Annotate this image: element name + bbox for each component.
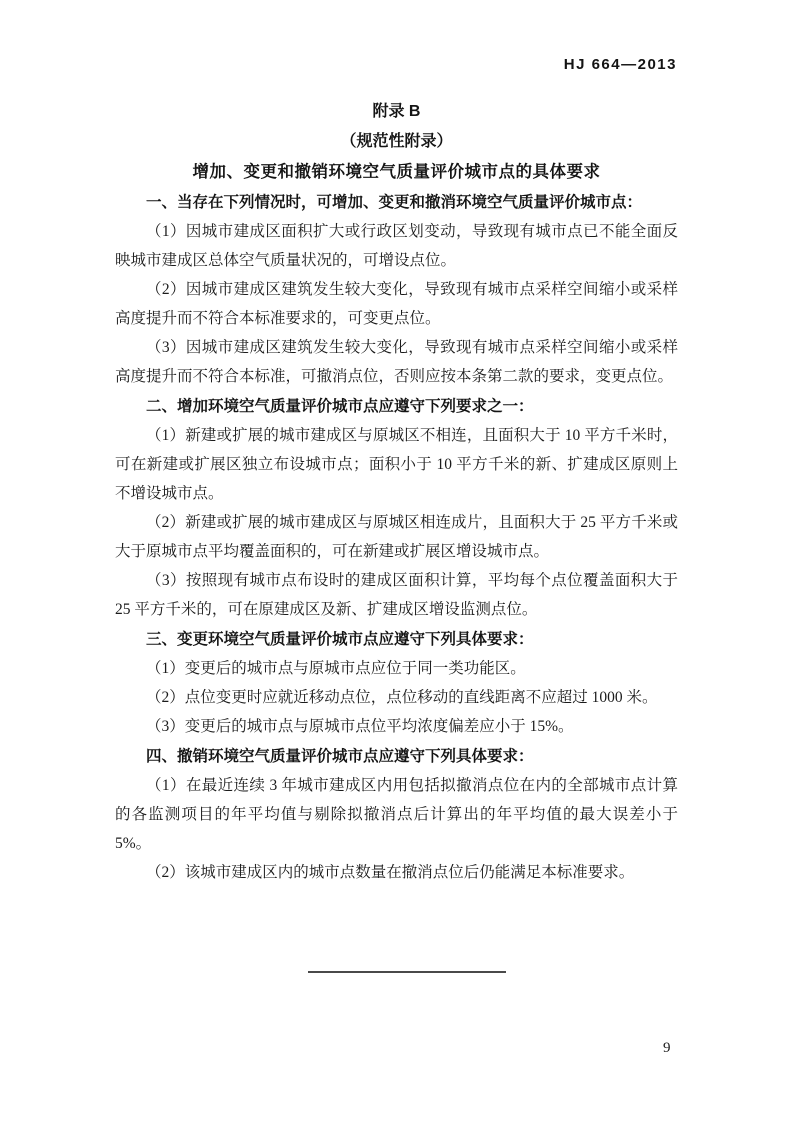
- section-1: [115, 188, 678, 391]
- section-2-paragraph-1: （1）新建或扩展的城市建成区与原城区不相连，且面积大于 10 平方千米时，可在新建或扩展区独立布设城市点；面积小于 10 平方千米的新、扩建成区原则上不增设城市点。: [115, 427, 678, 502]
- appendix-label: 附录 B: [372, 103, 421, 120]
- section-4-paragraph-1: （1）在最近连续 3 年城市建成区内用包括拟撤消点位在内的全部城市点计算的各监测项目的年平均值与剔除拟撤消点后计算出的年平均值的最大误差小于 5%。: [115, 777, 678, 852]
- section-2-heading: 二、增加环境空气质量评价城市点应遵守下列要求之一：: [146, 398, 534, 415]
- document-body: [115, 97, 678, 887]
- section-1-paragraph-3: （3）因城市建成区建筑发生较大变化，导致现有城市点采样空间缩小或采样高度提升而不符合本标准，可撤消点位，否则应按本条第二款的要求，变更点位。: [115, 339, 678, 385]
- section-3-heading: 三、变更环境空气质量评价城市点应遵守下列具体要求：: [146, 631, 534, 648]
- page-number: 9: [663, 1040, 671, 1056]
- appendix-type-label: （规范性附录）: [340, 133, 453, 150]
- section-4-paragraph-2: （2）该城市建成区内的城市点数量在撤消点位后仍能满足本标准要求。: [146, 864, 635, 881]
- section-3-paragraph-1: （1）变更后的城市点与原城市点应位于同一类功能区。: [146, 660, 526, 677]
- section-1-heading: 一、当存在下列情况时，可增加、变更和撤消环境空气质量评价城市点：: [146, 194, 643, 211]
- section-3-paragraph-3: （3）变更后的城市点与原城市点位平均浓度偏差应小于 15%。: [146, 718, 574, 735]
- running-header-document-code: HJ 664—2013: [563, 56, 677, 73]
- section-2: [115, 392, 678, 624]
- section-2-paragraph-3: （3）按照现有城市点布设时的建成区面积计算，平均每个点位覆盖面积大于 25 平方千米的，可在原建成区及新、扩建成区增设监测点位。: [115, 572, 678, 618]
- footnote-rule: [308, 971, 506, 973]
- document-title: 增加、变更和撤销环境空气质量评价城市点的具体要求: [192, 163, 601, 181]
- section-1-paragraph-2: （2）因城市建成区建筑发生较大变化，导致现有城市点采样空间缩小或采样高度提升而不符合本标准要求的，可变更点位。: [115, 281, 678, 327]
- section-3: [115, 625, 678, 741]
- section-4: [115, 742, 678, 887]
- section-1-paragraph-1: （1）因城市建成区面积扩大或行政区划变动，导致现有城市点已不能全面反映城市建成区总体空气质量状况的，可增设点位。: [115, 223, 678, 269]
- section-3-paragraph-2: （2）点位变更时应就近移动点位，点位移动的直线距离不应超过 1000 米。: [146, 689, 658, 706]
- section-2-paragraph-2: （2）新建或扩展的城市建成区与原城区相连成片，且面积大于 25 平方千米或大于原城市点平均覆盖面积的，可在新建或扩展区增设城市点。: [115, 514, 678, 560]
- section-4-heading: 四、撤销环境空气质量评价城市点应遵守下列具体要求：: [146, 748, 534, 765]
